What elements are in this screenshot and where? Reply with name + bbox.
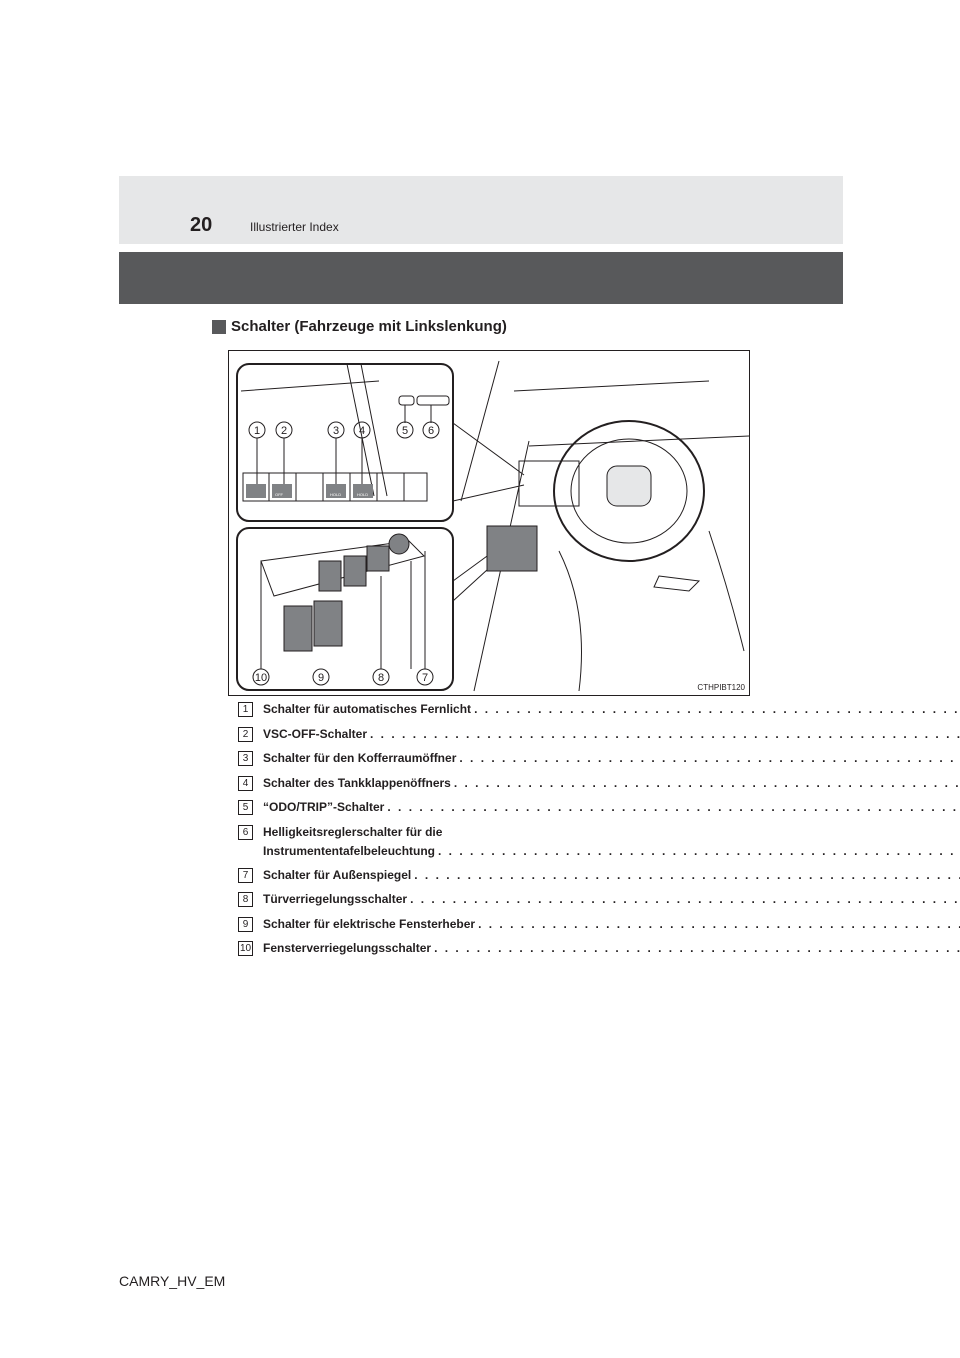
footer-model-code: CAMRY_HV_EM [119,1273,226,1289]
item-number: 8 [238,892,253,907]
window-switch-d [344,556,366,586]
list-item [238,890,724,915]
auto-beam-switch [246,484,266,498]
item-text-line1: Helligkeitsreglerschalter für die [263,824,443,839]
section-heading [212,318,507,335]
item-text: Instrumententafelbeleuchtung [263,843,436,858]
dashboard-lines [514,381,749,446]
item-number: 2 [238,727,253,742]
door-switch-area [487,526,537,571]
callout-5: 5 [401,425,409,437]
item-text: Fensterverriegelungsschalter [263,941,432,955]
item-text: Schalter für elektrische Fensterheber [263,916,476,931]
list-item [238,774,724,799]
item-text: Schalter des Tankklappenöffners [263,775,451,790]
footwell-lines [559,531,744,691]
item-list [238,700,724,964]
callout-6: 6 [427,425,435,437]
window-switch-b [314,601,342,646]
callout-10: 10 [254,672,268,684]
item-number: 4 [238,776,253,791]
list-item [238,866,724,891]
hold-label-3: HOLD [330,492,342,497]
item-text: VSC-OFF-Schalter [263,726,368,741]
list-item [238,700,724,725]
page-number: 20 [190,214,213,236]
callout-3: 3 [332,425,340,437]
switch-illustration [228,350,750,696]
list-item [238,823,724,866]
hold-label-4: HOLD [357,492,369,497]
window-switch-a [284,606,312,651]
item-text: Türverriegelungsschalter [263,892,408,906]
item-number: 7 [238,868,253,883]
callout-2: 2 [280,425,288,437]
section-title: Illustrierter Index [250,220,339,234]
header-band [119,176,843,244]
item-number: 3 [238,751,253,766]
list-item [238,798,724,823]
figure-code: CTHPIBT120 [697,683,745,692]
odo-trip-knob [399,396,414,405]
steering-hub [607,466,651,506]
heading-square-icon [212,320,226,334]
top-leaders [257,405,431,484]
callout-4: 4 [358,425,366,437]
item-number: 5 [238,800,253,815]
heading-text: Schalter (Fahrzeuge mit Linkslenkung) [231,318,507,335]
door-lock-switch [367,546,389,571]
pedal [654,576,699,591]
list-item [238,915,724,940]
list-item [238,749,724,774]
item-text: Schalter für Außenspiegel [263,867,412,882]
item-number: 1 [238,702,253,717]
item-text: Schalter für den Kofferraumöffner [263,751,457,765]
top-connector [453,423,524,501]
instrument-cluster [519,461,579,506]
item-number: 6 [238,825,253,840]
off-label: OFF [275,492,283,497]
callout-1: 1 [253,425,261,437]
item-text: “ODO/TRIP”-Schalter [263,800,385,814]
callout-7: 7 [421,672,429,684]
item-text: Schalter für automatisches Fernlicht [263,702,472,716]
callout-9: 9 [317,672,325,684]
chapter-band [119,252,843,304]
item-number: 9 [238,917,253,932]
mirror-control [389,534,409,554]
window-switch-c [319,561,341,591]
list-item [238,725,724,750]
list-item [238,939,724,964]
item-number: 10 [239,943,252,954]
brightness-knob [417,396,449,405]
callout-8: 8 [377,672,385,684]
dash-lines [241,364,387,496]
illustration-drawing [229,351,751,697]
